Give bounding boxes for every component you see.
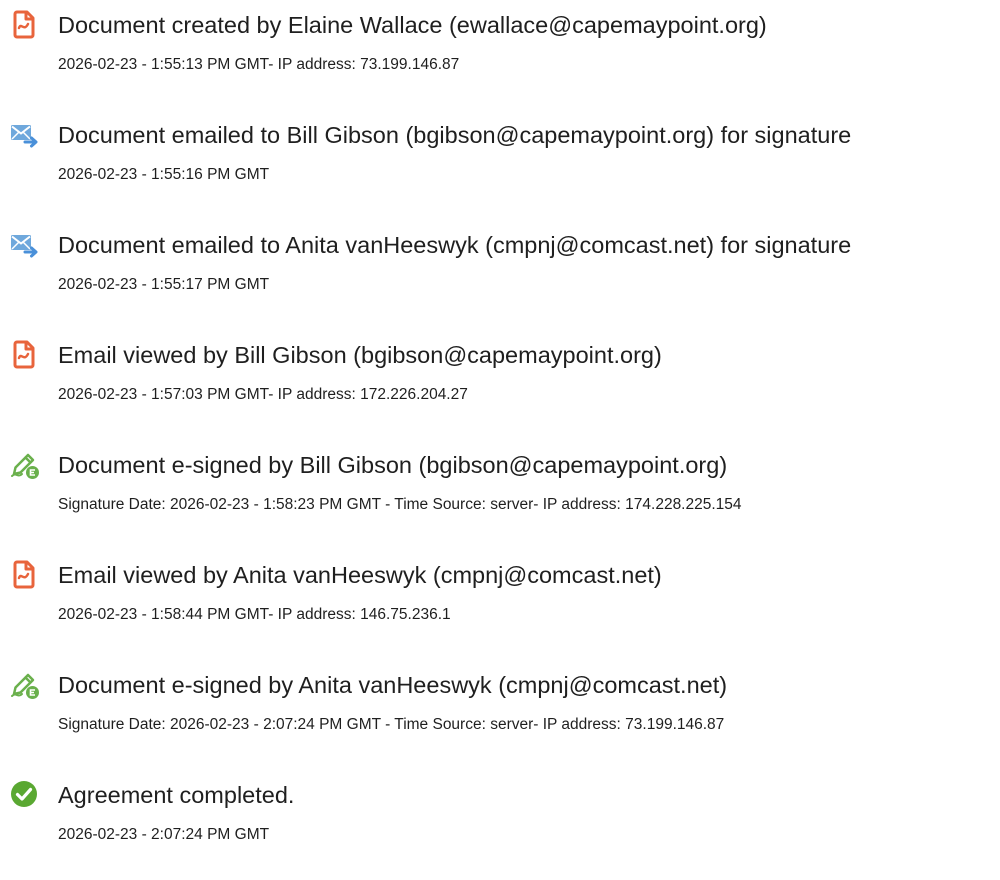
email-sent-icon bbox=[8, 228, 40, 260]
event-title: Document e-signed by Bill Gibson (bgibson@capemaypoint.org) bbox=[58, 452, 728, 478]
document-icon bbox=[8, 8, 40, 40]
check-circle-icon bbox=[8, 778, 40, 810]
history-event-esigned-bill-gibson bbox=[0, 440, 1000, 520]
event-detail: 2026-02-23 - 1:58:44 PM GMT- IP address: 146.75.236.1 bbox=[58, 606, 451, 623]
event-title: Document e-signed by Anita vanHeeswyk (cmpnj@comcast.net) bbox=[58, 672, 728, 698]
event-title: Email viewed by Anita vanHeeswyk (cmpnj@comcast.net) bbox=[58, 562, 662, 588]
event-title: Document emailed to Anita vanHeeswyk (cmpnj@comcast.net) for signature bbox=[58, 232, 852, 258]
document-icon bbox=[8, 558, 40, 590]
event-title: Agreement completed. bbox=[58, 782, 295, 808]
event-title: Document created by Elaine Wallace (ewallace@capemaypoint.org) bbox=[58, 12, 767, 38]
history-event-agreement-completed bbox=[0, 770, 1000, 850]
event-detail: 2026-02-23 - 1:55:13 PM GMT- IP address: 73.199.146.87 bbox=[58, 56, 460, 73]
history-event-emailed-bill-gibson bbox=[0, 110, 1000, 190]
event-detail: 2026-02-23 - 1:55:17 PM GMT bbox=[58, 276, 270, 293]
document-icon bbox=[8, 338, 40, 370]
event-detail: Signature Date: 2026-02-23 - 1:58:23 PM GMT - Time Source: server- IP address: 174.228.225.154 bbox=[58, 496, 742, 513]
history-event-emailed-anita-vanheeswyk bbox=[0, 220, 1000, 300]
history-event-email-viewed-bill-gibson bbox=[0, 330, 1000, 410]
event-title: Document emailed to Bill Gibson (bgibson@capemaypoint.org) for signature bbox=[58, 122, 852, 148]
event-detail: Signature Date: 2026-02-23 - 2:07:24 PM GMT - Time Source: server- IP address: 73.199.146.87 bbox=[58, 716, 725, 733]
event-detail: 2026-02-23 - 2:07:24 PM GMT bbox=[58, 826, 270, 843]
email-sent-icon bbox=[8, 118, 40, 150]
event-detail: 2026-02-23 - 1:57:03 PM GMT- IP address: 172.226.204.27 bbox=[58, 386, 468, 403]
history-event-esigned-anita-vanheeswyk bbox=[0, 660, 1000, 740]
event-detail: 2026-02-23 - 1:55:16 PM GMT bbox=[58, 166, 270, 183]
e-sign-pen-icon bbox=[8, 448, 40, 480]
event-title: Email viewed by Bill Gibson (bgibson@capemaypoint.org) bbox=[58, 342, 662, 368]
e-sign-pen-icon bbox=[8, 668, 40, 700]
history-event-email-viewed-anita-vanheeswyk bbox=[0, 550, 1000, 630]
history-event-document-created bbox=[0, 0, 1000, 80]
